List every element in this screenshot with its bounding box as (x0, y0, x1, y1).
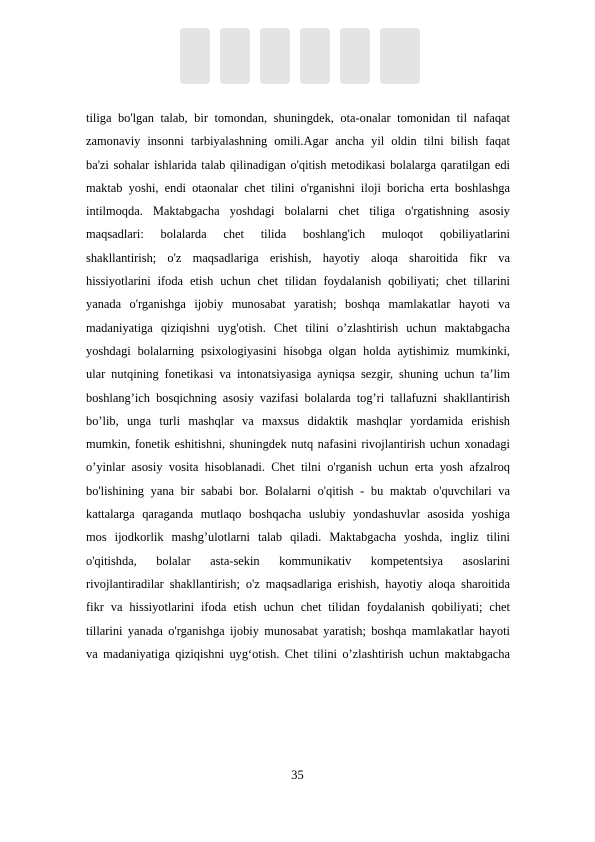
text-line: hissiyotlarini ifoda etish uchun chet tilidan foydalanish qobiliyati; chet tillarini (86, 274, 510, 289)
text-line: fikr va hissiyotlarini ifoda etish uchun chet tilidan foydalanish qobiliyati; chet (86, 600, 510, 615)
text-line: madaniyatiga qiziqishni uyg'otish. Chet tilini o’zlashtirish uchun maktabgacha (86, 320, 510, 335)
text-line: bo’lib, unga turli mashqlar va maxsus didaktik mashqlar yordamida erishish (86, 413, 510, 428)
body-paragraph (86, 107, 510, 666)
text-line: bo'lishining yana bir sababi bor. Bolalarni o'qitish - bu maktab o'quvchilari va (86, 483, 510, 498)
text-line: shakllantirish; o'z maqsadlariga erishish, hayotiy aloqa sharoitida fikr va (86, 250, 510, 265)
text-line: o'qitishda, bolalar asta-sekin kommunikativ kompetentsiya asoslarini (86, 553, 510, 568)
text-line: va madaniyatiga qiziqishni uyg‘otish. Chet tilini o’zlashtirish uchun maktabgacha (86, 646, 510, 661)
text-line: ular nutqining fonetikasi va intonatsiyasiga ayniqsa sezgir, shuning uchun ta’lim (86, 367, 510, 382)
text-line: tiliga bo'lgan talab, bir tomondan, shuningdek, ota-onalar tomonidan til nafaqat (86, 111, 510, 125)
text-line: boshlang’ich bosqichning asosiy vazifasi bolalarda tog’ri tallafuzni shakllantirish (86, 390, 510, 405)
text-line: rivojlantiradilar shakllantirish; o'z maqsadlariga erishish, hayotiy aloqa sharoitida (86, 576, 510, 591)
text-line: zamonaviy insonni tarbiyalashning omili.Agar ancha yil oldin tilni bilish faqat (86, 134, 510, 149)
text-line: yanada o'rganishga ijobiy munosabat yaratish; boshqa mamlakatlar hayoti va (86, 297, 510, 312)
text-line: o’yinlar asosiy vosita hisoblanadi. Chet tilni o'rganish uchun erta yosh afzalroq (86, 460, 510, 475)
page-number: 35 (291, 768, 304, 782)
text-line: maqsadlari: bolalarda chet tilida boshlang'ich muloqot qobiliyatlarini (86, 227, 510, 242)
text-line: intilmoqda. Maktabgacha yoshdagi bolalarni chet tiliga o'rgatishning asosiy (86, 204, 510, 219)
text-line: maktab yoshi, endi otaonalar chet tilini o'rganishni iloji boricha erta boshlashga (86, 180, 510, 195)
text-line: tillarini yanada o'rganishga ijobiy munosabat yaratish; boshqa mamlakatlar hayoti (86, 623, 510, 638)
text-line: mos ijodkorlik mashg’ulotlarni talab qiladi. Maktabgacha yoshda, ingliz tilini (86, 530, 510, 545)
watermark-logo (170, 8, 430, 104)
text-line: yoshdagi bolalarning psixologiyasini hisobga olgan holda aytishimiz mumkinki, (86, 343, 510, 358)
text-line: mumkin, fonetik eshitishni, shuningdek nutq nafasini rivojlantirish uchun xonadagi (86, 437, 510, 452)
text-line: ba'zi sohalar ishlarida talab qilinadigan o'qitish metodikasi bolalarga qaratilgan edi (86, 157, 510, 172)
text-line: kattalarga qaraganda mutlaqo boshqacha uslubiy yondashuvlar asosida yoshiga (86, 507, 510, 522)
